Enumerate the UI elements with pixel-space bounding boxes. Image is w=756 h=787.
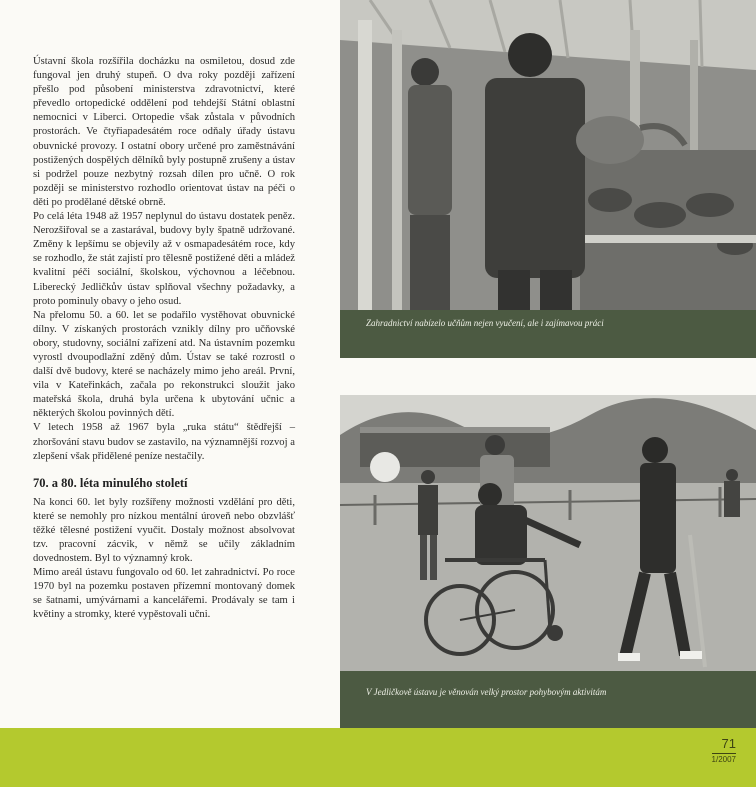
- greenhouse-illustration: [340, 0, 756, 310]
- photo-panel-greenhouse: [340, 0, 756, 358]
- paragraph-4: V letech 1958 až 1967 byla „ruka státu“ štědřejší – zhoršování stavu budov se zastavilo, na významnější rozvoj a zlepšení však přidělené peníze nestačily.: [33, 422, 295, 462]
- accent-band: [0, 728, 756, 787]
- issue-number: 1/2007: [711, 755, 736, 764]
- greenhouse-photo: [340, 0, 756, 310]
- sports-caption: V Jedličkově ústavu je věnován velký prostor pohybovým aktivitám: [366, 687, 607, 697]
- paragraph-3: Na přelomu 50. a 60. let se podařilo vystěhovat obuvnické dílny. V získaných prostorách vznikly dílny pro učňovské obory, studovny, sociální zařízení atd. Na ústavním pozemku vyrostl dvoupodlažní zděný dům. Ústav se také rozrostl o další dvě budovy, které se nacházely mimo jeho areál. První, vila v Kateřinkách, začala po rekonstrukci sloužit jako mateřská škola, druhá byla určena k ubytování učnic a některých školou povinných dětí.: [33, 309, 295, 420]
- page-number: 71: [712, 737, 736, 754]
- section-heading: 70. a 80. léta minulého století: [33, 475, 188, 490]
- paragraph-1: Ústavní škola rozšířila docházku na osmiletou, dosud zde fungoval jen druhý stupeň. O dva roky později zařízení přešlo pod působení ministerstva zdravotnictví, které převedlo ortopedické oddělení pod tehdejší Státní oblastní nemocnici v Liberci. Ortopedie však zůstala v původních prostorách. Ve čtyřiapadesátém roce odňaly úřady ústavu obuvnické provozy. I ostatní obory určené pro zaměstnávání postižených dospělých dělníků byly postupně zrušeny a ústav si podržel pouze nezbytný rozsah dílen pro učně. O rok později se ministerstvo rozhodlo orientovat ústav na péči o děti po prodělané dětské obrně.: [33, 56, 295, 208]
- paragraph-2: Po celá léta 1948 až 1957 neplynul do ústavu dostatek peněz. Nerozšiřoval se a zastarával, budovy byly špatně udržované. Změny k lepšímu se objevily až v osmapadesátém roce, kdy se rozhodlo, že stát zajistí pro tělesně postižené děti a mládež kvalitní péči sociální, školskou, výchovnou a léčebnou. Liberecký Jedličkův ústav splňoval všechny požadavky, a proto pominuly obavy o jeho osud.: [33, 211, 295, 307]
- greenhouse-caption: Zahradnictví nabízelo učňům nejen vyučení, ale i zajímavou práci: [366, 318, 604, 328]
- folio: [712, 737, 736, 765]
- sports-photo: [340, 395, 756, 671]
- photo-panel-sports: [340, 395, 756, 728]
- paragraph-5: Na konci 60. let byly rozšířeny možnosti vzdělání pro děti, které se nemohly pro nízkou mentální úroveň nebo obzvlášť těžké tělesné postižení vyučit. Dostaly možnost absolvovat tzv. pracovní zácvik, v němž se učily základním dovednostem. Byl to významný krok.: [33, 496, 295, 565]
- paragraph-6: Mimo areál ústavu fungovalo od 60. let zahradnictví. Po roce 1970 byl na pozemku postaven přízemní montovaný domek se šatnami, umývárnami a kancelářemi. Prodávaly se tam i květiny a stromky, které vypěstovali učni.: [33, 567, 295, 621]
- sports-illustration: [340, 395, 756, 671]
- article-column: [33, 55, 295, 623]
